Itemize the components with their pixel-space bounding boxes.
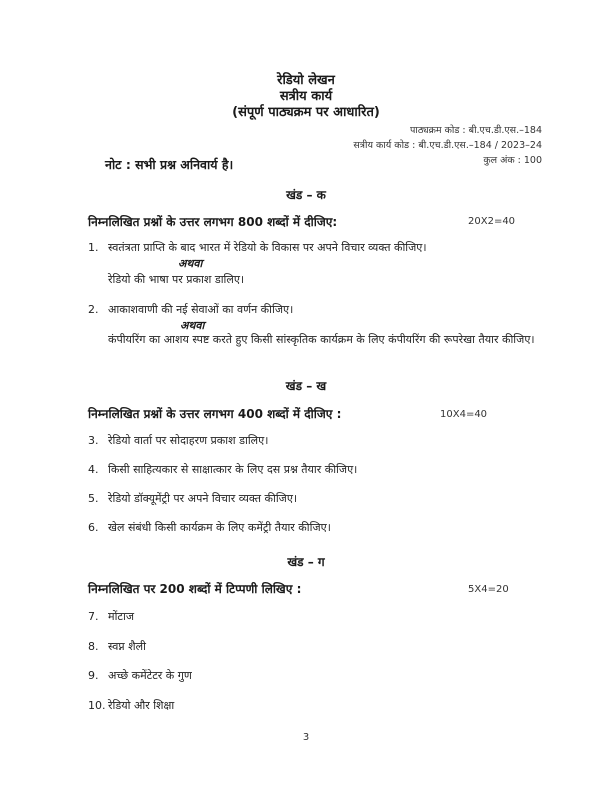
question-number: 2. xyxy=(88,303,99,316)
section-c-marks: 5X4=20 xyxy=(468,584,509,595)
question-number: 8. xyxy=(88,640,99,653)
document-scope: (संपूर्ण पाठ्यक्रम पर आधारित) xyxy=(232,105,380,120)
question-10 xyxy=(88,698,174,713)
question-number: 7. xyxy=(88,610,99,623)
question-text: स्वप्न शैली xyxy=(108,640,146,653)
document-title: रेडियो लेखन xyxy=(277,73,335,88)
question-text: किसी साहित्यकार से साक्षात्कार के लिए दस प्रश्न तैयार कीजिए। xyxy=(108,463,358,476)
assignment-code: सत्रीय कार्य कोड : बी.एच.डी.एस.–184 / 2023–24 xyxy=(353,140,542,151)
section-heading-c: खंड – ग xyxy=(287,555,325,569)
section-a-instruction: निम्नलिखित प्रश्नों के उत्तर लगभग 800 शब्दों में दीजिए: xyxy=(88,215,338,229)
question-2 xyxy=(88,302,293,317)
question-9 xyxy=(88,668,192,683)
question-5 xyxy=(88,491,297,506)
page-number: 3 xyxy=(302,732,310,743)
question-2-alternative: कंपीयरिंग का आशय स्पष्ट करते हुए किसी सांस्कृतिक कार्यक्रम के लिए कंपीयरिंग की रूपरेखा तैयार कीजिए। xyxy=(108,333,535,346)
question-8 xyxy=(88,639,146,654)
question-number: 10. xyxy=(88,699,106,712)
question-text: आकाशवाणी की नई सेवाओं का वर्णन कीजिए। xyxy=(108,303,294,316)
question-text: अच्छे कमेंटेटर के गुण xyxy=(108,669,192,682)
section-heading-a: खंड – क xyxy=(286,188,326,202)
question-7 xyxy=(88,609,134,624)
section-b-instruction: निम्नलिखित प्रश्नों के उत्तर लगभग 400 शब्दों में दीजिए : xyxy=(88,407,342,421)
question-text: रेडियो डॉक्यूमेंट्री पर अपने विचार व्यक्त कीजिए। xyxy=(108,492,298,505)
question-text: मोंटाज xyxy=(108,610,134,623)
or-label: अथवा xyxy=(180,319,205,332)
question-number: 5. xyxy=(88,492,99,505)
question-1 xyxy=(88,240,427,255)
question-number: 4. xyxy=(88,463,99,476)
document-subtitle: सत्रीय कार्य xyxy=(279,89,333,104)
question-text: खेल संबंधी किसी कार्यक्रम के लिए कमेंट्री तैयार कीजिए। xyxy=(108,521,331,534)
section-heading-b: खंड – ख xyxy=(285,379,327,393)
question-3 xyxy=(88,433,268,448)
question-6 xyxy=(88,520,331,535)
section-b-marks: 10X4=40 xyxy=(440,409,488,420)
question-number: 1. xyxy=(88,241,99,254)
question-text: स्वतंत्रता प्राप्ति के बाद भारत में रेडियो के विकास पर अपने विचार व्यक्त कीजिए। xyxy=(108,241,427,254)
question-text: रेडियो और शिक्षा xyxy=(108,699,175,712)
section-c-instruction: निम्नलिखित पर 200 शब्दों में टिप्पणी लिखिए : xyxy=(88,582,302,596)
note: नोट : सभी प्रश्न अनिवार्य है। xyxy=(105,157,234,172)
question-number: 9. xyxy=(88,669,99,682)
question-number: 6. xyxy=(88,521,99,534)
or-label: अथवा xyxy=(178,257,203,270)
question-number: 3. xyxy=(88,434,99,447)
total-marks: कुल अंक : 100 xyxy=(483,155,542,166)
course-code: पाठ्यक्रम कोड : बी.एच.डी.एस.–184 xyxy=(409,125,542,136)
section-a-marks: 20X2=40 xyxy=(468,216,516,227)
question-text: रेडियो वार्ता पर सोदाहरण प्रकाश डालिए। xyxy=(108,434,269,447)
question-1-alternative: रेडियो की भाषा पर प्रकाश डालिए। xyxy=(108,273,245,286)
question-4 xyxy=(88,462,357,477)
